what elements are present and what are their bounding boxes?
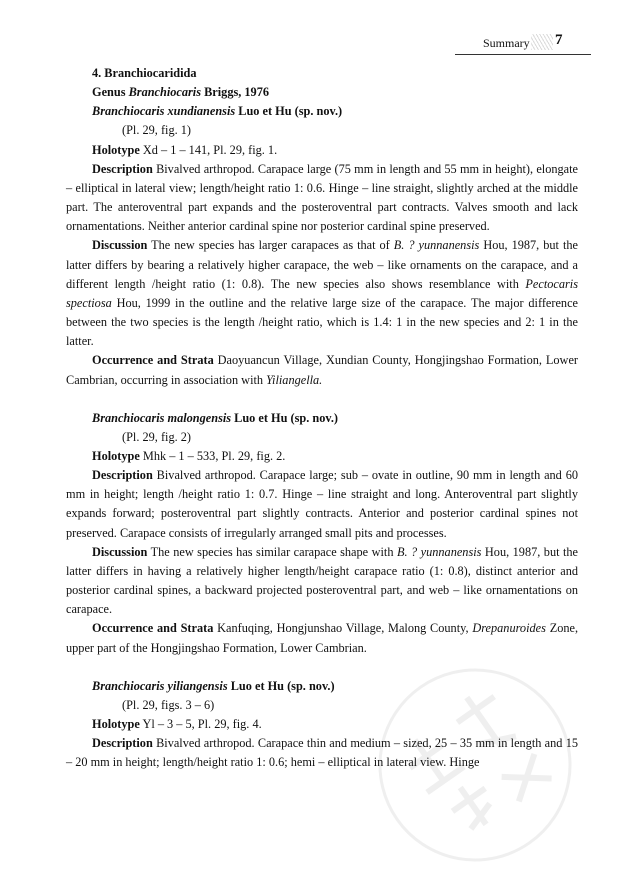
discussion-para: Discussion The new species has similar carapace shape with B. ? yunnanensis Hou, 1987, but the latter differs in having a relatively higher length/height carapace ratio (1: 0.8), distinct anterior and posterior cardinal spines, a backward projected posteroventral part, and web – like ornamentations on carapace.	[66, 544, 579, 617]
holotype-line: Holotype Mhk – 1 – 533, Pl. 29, fig. 2.	[92, 448, 286, 463]
plate-ref: (Pl. 29, fig. 1)	[122, 123, 191, 138]
header-ornament	[531, 34, 553, 50]
description-para: Description Bivalved arthropod. Carapace thin and medium – sized, 25 – 35 mm in length and 15 – 20 mm in height; length/height ratio 1: 0.6; hemi – elliptical in lateral view. Hinge	[66, 736, 579, 770]
order-heading: 4. Branchiocaridida	[92, 66, 197, 80]
description-para: Description Bivalved arthropod. Carapace large; sub – ovate in outline, 90 mm in length and 60 mm in height; length /height ratio 1: 0.7. Hinge – line straight and long. Anteroventral part slightly expands forward; posteroventral part slightly contracts. Anterior and posterior cardinal spines not preserved. Carapace consists of irregularly arranged small pits and processes.	[66, 468, 578, 540]
occurrence-para: Occurrence and Strata Daoyuancun Village, Xundian County, Hongjingshao Formation, Lower Cambrian, occurring in association with Yiliangella.	[66, 353, 578, 387]
occurrence-para: Occurrence and Strata Kanfuqing, Hongjunshao Village, Malong County, Drepanuroides Zone, upper part of the Hongjingshao Formation, Lower Cambrian.	[66, 621, 579, 655]
page-number: 7	[555, 32, 563, 48]
species-heading: Branchiocaris malongensis Luo et Hu (sp. nov.)	[92, 410, 339, 425]
article-body	[66, 64, 578, 772]
plate-ref: (Pl. 29, fig. 2)	[122, 429, 191, 444]
plate-ref: (Pl. 29, figs. 3 – 6)	[122, 697, 215, 712]
species-heading: Branchiocaris xundianensis Luo et Hu (sp. nov.)	[92, 104, 343, 119]
header-rule	[455, 54, 591, 55]
running-header	[455, 32, 591, 54]
holotype-line: Holotype Xd – 1 – 141, Pl. 29, fig. 1.	[92, 142, 278, 157]
discussion-para: Discussion The new species has larger carapaces as that of B. ? yunnanensis Hou, 1987, but the latter differs by bearing a relatively higher carapace, the web – like ornaments on the carapace, and a different length /height ratio (1: 0.8). The new species also shows resemblance with Pectocaris spectiosa Hou, 1999 in the outline and the relative large size of the carapace. The major difference between the two species is the length /height ratio, which is 1.4: 1 in the new species and 2: 1 in the latter.	[66, 238, 578, 349]
header-title: Summary	[483, 36, 530, 50]
description-para: Description Bivalved arthropod. Carapace large (75 mm in length and 55 mm in height), elongate – elliptical in lateral view; length/height ratio 1: 0.6. Hinge – line straight, slightly arched at the middle part. The anteroventral part expands and the posteroventral part contracts. Valves smooth and lack ornamentations. Neither anterior cardinal spine nor posterior cardinal spine preserved.	[66, 161, 578, 234]
holotype-line: Holotype Yl – 3 – 5, Pl. 29, fig. 4.	[92, 717, 262, 731]
genus-heading: Genus Branchiocaris Briggs, 1976	[92, 85, 269, 100]
species-heading: Branchiocaris yiliangensis Luo et Hu (sp. nov.)	[92, 678, 335, 693]
